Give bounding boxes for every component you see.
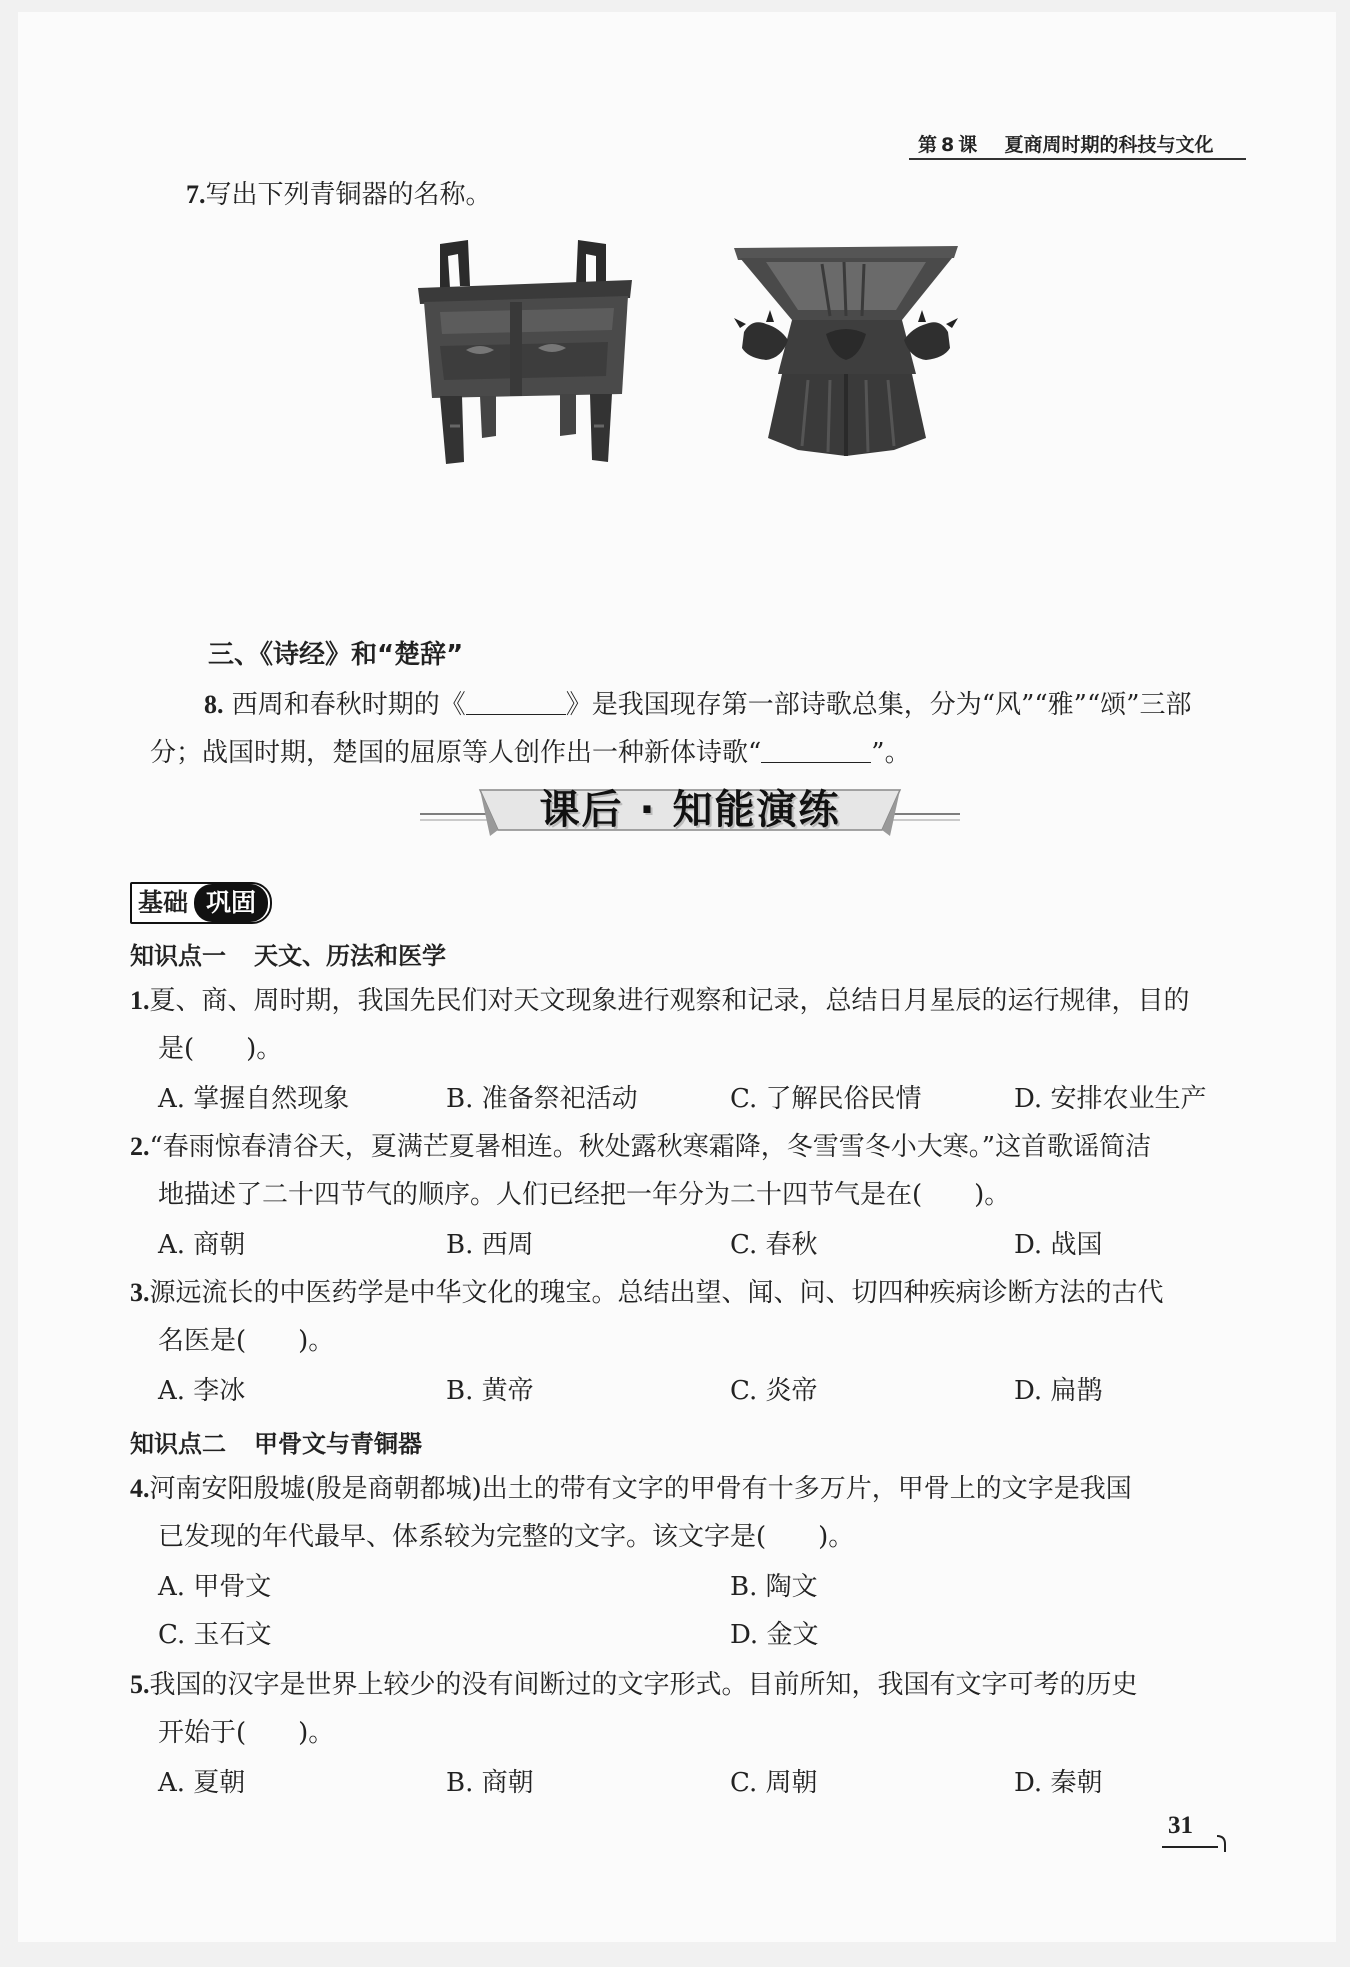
question-5-option-c[interactable]: C. 周朝 <box>730 1768 818 1798</box>
question-5-option-a[interactable]: A. 夏朝 <box>158 1768 246 1798</box>
question-5-number: 5. <box>130 1670 150 1699</box>
question-2-option-c[interactable]: C. 春秋 <box>730 1230 818 1260</box>
question-4-option-a[interactable]: A. 甲骨文 <box>158 1572 272 1602</box>
running-header <box>918 130 1214 157</box>
question-2-number: 2. <box>130 1132 150 1161</box>
question-3-option-b[interactable]: B. 黄帝 <box>446 1376 534 1406</box>
question-1-line-1 <box>130 984 1190 1018</box>
question-5-line-1 <box>130 1668 1138 1702</box>
question-1-line-2: 是( )。 <box>158 1034 283 1064</box>
question-4-text-1: 河南安阳殷墟(殷是商朝都城)出土的带有文字的甲骨有十多万片，甲骨上的文字是我国 <box>149 1474 1132 1504</box>
workbook-page <box>18 12 1336 1942</box>
question-1-option-c[interactable]: C. 了解民俗民情 <box>730 1084 922 1114</box>
question-3-option-d[interactable]: D. 扁鹊 <box>1014 1376 1103 1406</box>
question-7-text: 写出下列青铜器的名称。 <box>205 180 492 210</box>
question-2-option-a[interactable]: A. 商朝 <box>158 1230 246 1260</box>
question-4-option-b[interactable]: B. 陶文 <box>730 1572 818 1602</box>
question-7-number: 7. <box>186 180 206 209</box>
question-8-part-2: 》是我国现存第一部诗歌总集，分为“风”“雅”“颂”三部 <box>565 690 1192 720</box>
bronze-ding-image <box>410 226 640 471</box>
question-8-part-3: 分；战国时期，楚国的屈原等人创作出一种新体诗歌“ <box>150 738 762 768</box>
knowledge-point-2-title: 甲骨文与青铜器 <box>254 1430 422 1458</box>
question-4-option-d[interactable]: D. 金文 <box>730 1620 819 1650</box>
question-2-text-1: “春雨惊春清谷天，夏满芒夏暑相连。秋处露秋寒霜降，冬雪雪冬小大寒。”这首歌谣简洁 <box>149 1132 1152 1162</box>
header-suffix: 课 <box>958 134 978 156</box>
question-1-option-b[interactable]: B. 准备祭祀活动 <box>446 1084 638 1114</box>
header-title: 夏商周时期的科技与文化 <box>1004 134 1214 156</box>
question-8-part-4: ”。 <box>871 738 911 768</box>
question-5-option-d[interactable]: D. 秦朝 <box>1014 1768 1103 1798</box>
header-prefix: 第 <box>918 134 938 156</box>
knowledge-point-1-heading <box>130 936 446 971</box>
question-8-number: 8. <box>204 690 224 719</box>
banner-title: 课后 · 知能演练 <box>539 787 841 833</box>
question-8-line-1 <box>204 688 1192 722</box>
question-3-line-1 <box>130 1276 1164 1310</box>
tag-text-1: 基础 <box>138 888 189 917</box>
knowledge-point-1-title: 天文、历法和医学 <box>254 942 446 970</box>
page-number-bracket-icon <box>1216 1834 1228 1854</box>
question-2-option-d[interactable]: D. 战国 <box>1014 1230 1103 1260</box>
question-3-option-a[interactable]: A. 李冰 <box>158 1376 246 1406</box>
page-number-rule <box>1162 1846 1218 1848</box>
header-lesson-number: 8 <box>941 134 955 156</box>
section-3-heading: 三、《诗经》和“楚辞” <box>208 640 464 670</box>
knowledge-point-2-label: 知识点二 <box>130 1430 226 1458</box>
question-1-text-1: 夏、商、周时期，我国先民们对天文现象进行观察和记录，总结日月星辰的运行规律，目的 <box>149 986 1190 1016</box>
header-rule <box>909 158 1246 160</box>
question-7 <box>186 178 492 212</box>
question-1-option-a[interactable]: A. 掌握自然现象 <box>158 1084 350 1114</box>
question-5-line-2: 开始于( )。 <box>158 1718 335 1748</box>
answer-blank-poetry-style[interactable] <box>761 738 871 763</box>
question-5-text-1: 我国的汉字是世界上较少的没有间断过的文字形式。目前所知，我国有文字可考的历史 <box>149 1670 1138 1700</box>
knowledge-point-1-label: 知识点一 <box>130 942 226 970</box>
question-1-number: 1. <box>130 986 150 1015</box>
knowledge-point-2-heading <box>130 1424 422 1459</box>
question-4-option-c[interactable]: C. 玉石文 <box>158 1620 272 1650</box>
question-2-line-2: 地描述了二十四节气的顺序。人们已经把一年分为二十四节气是在( )。 <box>158 1180 1011 1210</box>
basic-consolidation-tag <box>130 882 272 924</box>
question-4-line-1 <box>130 1472 1132 1506</box>
question-3-option-c[interactable]: C. 炎帝 <box>730 1376 818 1406</box>
question-2-option-b[interactable]: B. 西周 <box>446 1230 534 1260</box>
question-3-number: 3. <box>130 1278 150 1307</box>
question-3-text-1: 源远流长的中医药学是中华文化的瑰宝。总结出望、闻、问、切四种疾病诊断方法的古代 <box>149 1278 1164 1308</box>
page-number: 31 <box>1168 1812 1193 1839</box>
question-8-part-1: 西周和春秋时期的《 <box>231 690 466 720</box>
section-banner <box>420 776 960 844</box>
question-4-number: 4. <box>130 1474 150 1503</box>
question-2-line-1 <box>130 1130 1151 1164</box>
tag-text-2: 巩固 <box>194 884 268 922</box>
question-3-line-2: 名医是( )。 <box>158 1326 335 1356</box>
question-8-line-2 <box>150 736 911 770</box>
question-4-line-2: 已发现的年代最早、体系较为完整的文字。该文字是( )。 <box>158 1522 855 1552</box>
answer-blank-poetry-collection[interactable] <box>466 690 566 715</box>
question-1-option-d[interactable]: D. 安排农业生产 <box>1014 1084 1207 1114</box>
question-5-option-b[interactable]: B. 商朝 <box>446 1768 534 1798</box>
bronze-zun-image <box>726 224 966 464</box>
